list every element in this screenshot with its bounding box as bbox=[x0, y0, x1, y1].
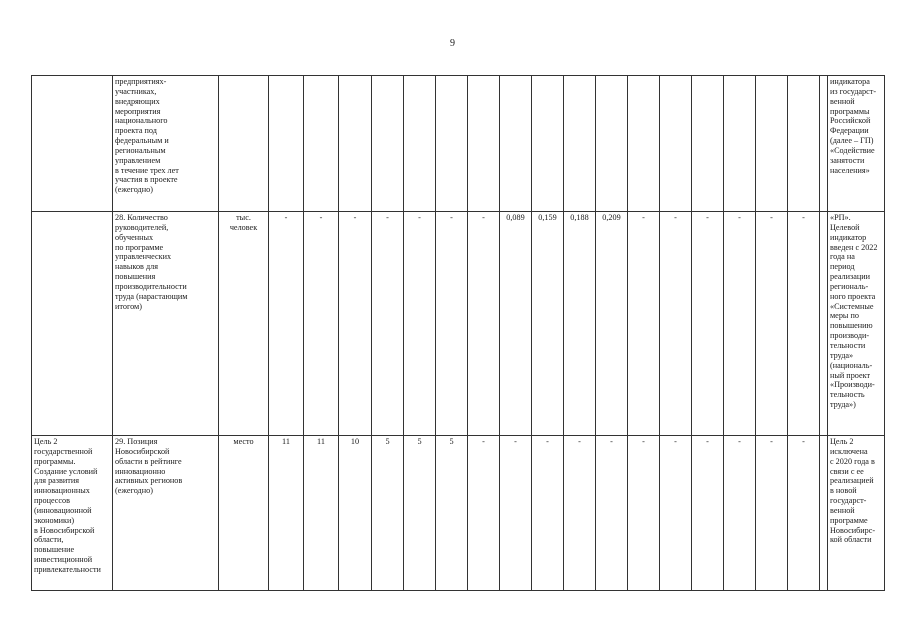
value-cell-text: - bbox=[482, 437, 485, 446]
note-cell bbox=[828, 436, 885, 591]
value-cell bbox=[532, 436, 564, 591]
value-cell-text: - bbox=[514, 437, 517, 446]
value-cell bbox=[660, 436, 692, 591]
value-cell bbox=[304, 436, 339, 591]
value-cell-text: - bbox=[578, 437, 581, 446]
note-cell-text: «РП». Целевой индикатор введен с 2022 года на период реализации региональ- ного проекта «Системные меры по повышению производи- тельности труда» (националь- ный проект «Производи- тельность труда») bbox=[830, 213, 878, 410]
value-cell bbox=[468, 212, 500, 436]
value-cell-text: - bbox=[450, 213, 453, 222]
value-cell bbox=[468, 436, 500, 591]
value-cell bbox=[724, 436, 756, 591]
value-cell bbox=[724, 76, 756, 212]
value-cell bbox=[372, 436, 404, 591]
value-cell-text: - bbox=[802, 213, 805, 222]
value-cell-text: 5 bbox=[417, 437, 422, 446]
note-cell bbox=[828, 76, 885, 212]
value-cell bbox=[304, 76, 339, 212]
value-cell bbox=[269, 436, 304, 591]
value-cell-text: 0,209 bbox=[602, 213, 621, 222]
value-cell bbox=[404, 212, 436, 436]
value-cell bbox=[660, 212, 692, 436]
value-cell-text: - bbox=[706, 213, 709, 222]
value-cell bbox=[788, 76, 820, 212]
value-cell bbox=[564, 212, 596, 436]
value-cell bbox=[532, 212, 564, 436]
value-cell bbox=[756, 76, 788, 212]
value-cell bbox=[564, 76, 596, 212]
page-number: 9 bbox=[450, 38, 455, 49]
value-cell bbox=[788, 436, 820, 591]
value-cell bbox=[500, 436, 532, 591]
unit-cell bbox=[219, 212, 269, 436]
note-cell bbox=[828, 212, 885, 436]
value-cell-text: - bbox=[802, 437, 805, 446]
value-cell bbox=[500, 76, 532, 212]
value-cell bbox=[820, 212, 828, 436]
value-cell-text: - bbox=[546, 437, 549, 446]
table-row bbox=[32, 436, 885, 591]
value-cell-text: 5 bbox=[449, 437, 454, 446]
value-cell-text: - bbox=[674, 213, 677, 222]
value-cell bbox=[468, 76, 500, 212]
goal-cell bbox=[32, 212, 113, 436]
value-cell bbox=[660, 76, 692, 212]
value-cell-text: - bbox=[482, 213, 485, 222]
value-cell-text: - bbox=[738, 213, 741, 222]
indicators-table bbox=[31, 75, 885, 591]
value-cell-text: 5 bbox=[385, 437, 390, 446]
indicator-cell bbox=[113, 76, 219, 212]
value-cell bbox=[596, 76, 628, 212]
indicator-cell bbox=[113, 212, 219, 436]
value-cell bbox=[628, 212, 660, 436]
indicator-cell-text: 28. Количество руководителей, обученных по программе управленческих навыков для повышения производительности труда (нарастающим итогом) bbox=[115, 213, 188, 311]
value-cell bbox=[692, 212, 724, 436]
value-cell-text: - bbox=[738, 437, 741, 446]
value-cell bbox=[436, 76, 468, 212]
unit-cell bbox=[219, 76, 269, 212]
value-cell bbox=[372, 212, 404, 436]
value-cell bbox=[596, 212, 628, 436]
goal-cell-text: Цель 2 государственной программы. Создание условий для развития инновационных процессов (инновационной экономики) в Новосибирской области, повышение инвестиционной привлекательности bbox=[34, 437, 101, 574]
value-cell-text: - bbox=[319, 213, 323, 222]
value-cell bbox=[269, 76, 304, 212]
table-row bbox=[32, 212, 885, 436]
value-cell-text: - bbox=[770, 437, 773, 446]
unit-cell-text: тыс. человек bbox=[229, 213, 258, 232]
value-cell-text: 11 bbox=[282, 437, 290, 446]
value-cell bbox=[564, 436, 596, 591]
value-cell bbox=[404, 436, 436, 591]
value-cell bbox=[628, 76, 660, 212]
value-cell bbox=[756, 436, 788, 591]
value-cell-text: - bbox=[418, 213, 421, 222]
value-cell-text: - bbox=[706, 437, 709, 446]
value-cell bbox=[436, 436, 468, 591]
value-cell bbox=[788, 212, 820, 436]
value-cell bbox=[269, 212, 304, 436]
value-cell bbox=[404, 76, 436, 212]
value-cell-text: - bbox=[674, 437, 677, 446]
value-cell bbox=[628, 436, 660, 591]
value-cell-text: - bbox=[284, 213, 288, 222]
value-cell-text: - bbox=[386, 213, 389, 222]
value-cell bbox=[339, 76, 372, 212]
value-cell-text: - bbox=[353, 213, 357, 222]
value-cell bbox=[436, 212, 468, 436]
note-cell-text: Цель 2 исключена с 2020 года в связи с ее реализацией в новой государст- венной программе Новосибирс- кой области bbox=[830, 437, 876, 545]
value-cell bbox=[692, 436, 724, 591]
value-cell-text: - bbox=[770, 213, 773, 222]
indicator-cell-text: предприятиях- участниках, внедряющих мероприятия национального проекта под федеральным и региональным управлением в течение трех лет участия в проекте (ежегодно) bbox=[115, 77, 179, 195]
value-cell-text: - bbox=[642, 213, 645, 222]
value-cell bbox=[596, 436, 628, 591]
value-cell-text: 0,159 bbox=[538, 213, 557, 222]
value-cell bbox=[692, 76, 724, 212]
goal-cell bbox=[32, 76, 113, 212]
value-cell-text: 0,089 bbox=[506, 213, 525, 222]
indicator-cell bbox=[113, 436, 219, 591]
value-cell bbox=[756, 212, 788, 436]
value-cell-text: - bbox=[610, 437, 613, 446]
value-cell bbox=[724, 212, 756, 436]
unit-cell-text: место bbox=[233, 437, 254, 446]
value-cell bbox=[339, 212, 372, 436]
note-cell-text: индикатора из государст- венной программы Российской Федерации (далее – ГП) «Содействие занятости населения» bbox=[830, 77, 877, 175]
value-cell bbox=[820, 436, 828, 591]
value-cell bbox=[372, 76, 404, 212]
unit-cell bbox=[219, 436, 269, 591]
value-cell bbox=[339, 436, 372, 591]
value-cell-text: 11 bbox=[317, 437, 325, 446]
value-cell bbox=[820, 76, 828, 212]
value-cell-text: 10 bbox=[350, 437, 360, 446]
value-cell-text: - bbox=[642, 437, 645, 446]
value-cell bbox=[532, 76, 564, 212]
value-cell bbox=[304, 212, 339, 436]
value-cell bbox=[500, 212, 532, 436]
indicator-cell-text: 29. Позиция Новосибирской области в рейтинге инновационно активных регионов (ежегодно) bbox=[115, 437, 183, 496]
goal-cell bbox=[32, 436, 113, 591]
table-row bbox=[32, 76, 885, 212]
value-cell-text: 0,188 bbox=[570, 213, 589, 222]
